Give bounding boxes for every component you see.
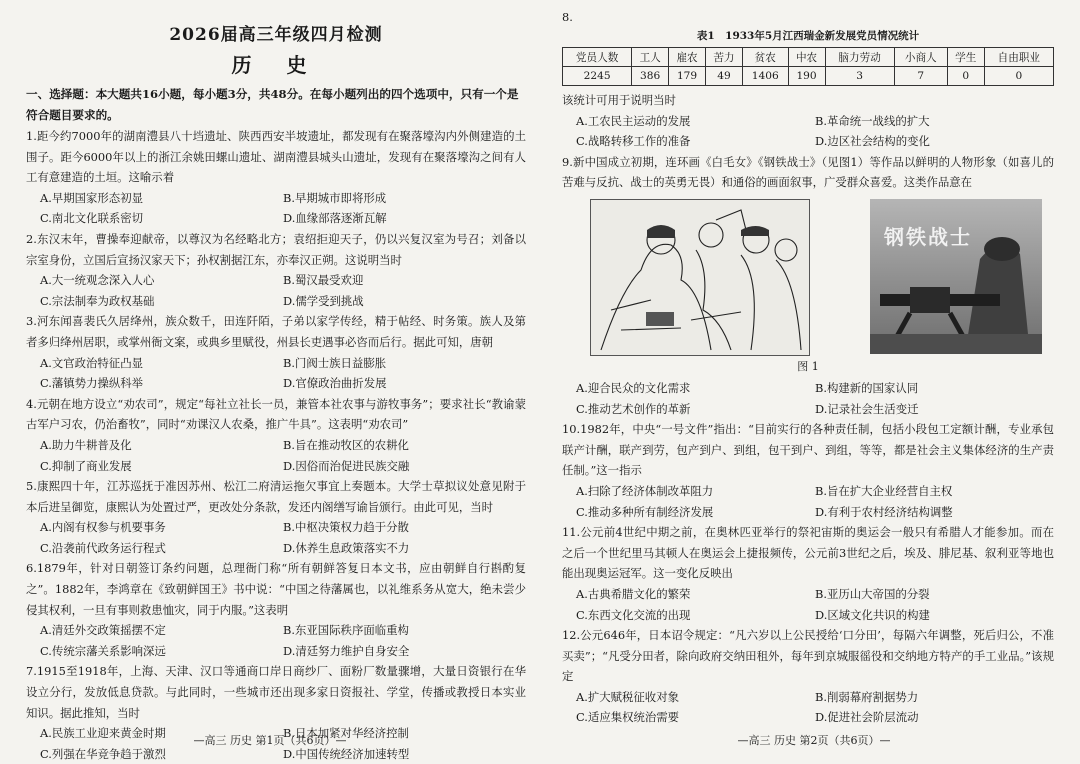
option: C.抑制了商业发展 [40,458,132,473]
table-cell: 1406 [742,67,788,86]
table-cell: 学生 [947,48,984,67]
option: A.扩大赋税征收对象 [576,689,679,704]
page-2 [548,0,1080,752]
option: A.早期国家形态初显 [40,190,143,205]
table-cell: 0 [984,67,1053,86]
option: C.东西文化交流的出现 [576,607,691,622]
question-options [26,270,526,311]
table-cell: 工人 [632,48,669,67]
question-8-number: 8. [562,10,573,24]
option: C.沿袭前代政务运行程式 [40,540,166,555]
option: B.旨在扩大企业经营自主权 [815,483,953,498]
table-cell: 小商人 [894,48,947,67]
option: D.边区社会结构的变化 [815,134,930,149]
table-cell: 贫农 [742,48,788,67]
option: C.传统宗藩关系影响深远 [40,643,166,658]
question-list-left [26,126,526,764]
option: B.中枢决策权力趋于分散 [283,520,409,535]
question-list-right [562,419,1054,728]
option: B.门阀士族日益膨胀 [283,355,387,370]
option: D.血缘部落逐渐瓦解 [283,211,387,226]
option: B.革命统一战线的扩大 [815,113,930,128]
option: B.东亚国际秩序面临重构 [283,623,409,638]
table-cell: 49 [706,67,743,86]
option: D.休养生息政策落实不力 [283,540,410,555]
comic-bai-mao-nu-image [590,199,810,356]
comic-gang-tie-zhan-shi-image [870,199,1042,354]
option: A.工农民主运动的发展 [576,113,691,128]
option: C.南北文化联系密切 [40,211,144,226]
page-footer: —高三 历史 第2页（共6页）— [737,734,891,747]
option: C.推动多种所有制经济发展 [576,504,714,519]
party-member-table [562,47,1054,86]
option: A.助力牛耕普及化 [40,437,132,452]
option: C.战略转移工作的准备 [576,134,691,149]
option: B.旨在推动牧区的农耕化 [283,437,409,452]
option: B.日本加紧对华经济控制 [283,726,409,741]
table-cell: 386 [632,67,669,86]
table-cell: 0 [947,67,984,86]
table-header-row [563,48,1054,67]
option: B.亚历山大帝国的分裂 [815,586,930,601]
option: C.适应集权统治需要 [576,710,680,725]
option: A.迎合民众的文化需求 [576,380,691,395]
option: D.官僚政治曲折发展 [283,376,387,391]
option: C.藩镇势力操纵科举 [40,376,144,391]
option: A.清廷外交政策摇摆不定 [40,623,166,638]
question-9-stem: 9.新中国成立初期，连环画《白毛女》《钢铁战士》（见图1）等作品以鲜明的人物形象（如喜儿的苦难与反抗、战士的英勇无畏）和通俗的画面叙事，广受群众喜爱。这类作品意在 [562,154,1054,190]
question-8-options [562,111,1054,152]
option: A.大一统观念深入人心 [40,273,155,288]
question-stem: 11.公元前4世纪中期之前，在奥林匹亚举行的祭祀宙斯的奥运会一般只有希腊人才能参加。而在之后一个世纪里马其顿人在奥运会上捷报频传，公元前3世纪之后，埃及、腓尼基、叙利亚等地也能出现奥运冠军。这一变化反映出 [562,525,1054,581]
table-cell: 自由职业 [984,48,1053,67]
question-stem: 12.公元646年，日本诏令规定：“凡六岁以上公民授给‘口分田’，每隔六年调整，死后归公，不准买卖”；“凡受分田者，除向政府交纳田租外，每年到京城服徭役和交纳地方特产的手工业品。”该规定 [562,628,1054,684]
exam-title: 2026届高三年级四月检测 [169,25,383,45]
table-cell: 3 [825,67,894,86]
question-options [26,435,526,476]
table-caption: 表1 1933年5月江西瑞金新发展党员情况统计 [696,30,920,42]
question-options [26,517,526,558]
table-value-row [563,67,1054,86]
subject-title: 历 史 [231,53,321,77]
page-footer: —高三 历史 第1页（共6页）— [193,734,347,747]
table-cell: 党员人数 [563,48,632,67]
question-options [26,620,526,661]
option: D.清廷努力维护自身安全 [283,643,410,658]
option: A.民族工业迎来黄金时期 [40,726,166,741]
page-1 [0,0,540,761]
option: D.记录社会生活变迁 [815,401,919,416]
option: B.构建新的国家认同 [815,380,919,395]
section-instructions: 一、选择题：本大题共16小题，每小题3分，共48分。在每小题列出的四个选项中，只有一个是符合题目要求的。 [26,87,519,122]
figure-caption: 图 1 [797,359,819,373]
question-stem: 2.东汉末年，曹操奉迎献帝，以尊汉为名经略北方；袁绍拒迎天子，仍以兴复汉室为号召；刘备以宗室身份，立国后宣扬汉家天下；孙权割据江东，亦奉汉正朔。这说明当时 [26,231,526,267]
option: B.削弱幕府割据势力 [815,689,919,704]
question-options [562,584,1054,625]
option: C.宗法制奉为政权基础 [40,293,155,308]
option: C.列强在华竞争趋于激烈 [40,746,166,761]
table-cell: 中农 [788,48,825,67]
table-cell: 苦力 [706,48,743,67]
question-9-options [562,378,1054,419]
option: A.文官政治特征凸显 [40,355,143,370]
question-options [26,353,526,394]
question-stem: 4.元朝在地方设立“劝农司”，规定“每社立社长一员，兼管本社农事与游牧事务”；要求社长“教谕蒙古军户习农，仍治畜牧”，同时“劝课汉人农桑，推广牛具”。这表明“劝农司” [26,396,526,432]
table-cell: 2245 [563,67,632,86]
figure-1 [590,199,1042,356]
question-stem: 7.1915至1918年，上海、天津、汉口等通商口岸日商纱厂、面粉厂数量骤增，大量日资银行在华设立分行，发放低息贷款。与此同时，一些城市还出现多家日资报社、学堂，传播或教授日本实业知识。据此推知，当时 [26,664,526,720]
option: D.儒学受到挑战 [283,293,364,308]
question-options [26,188,526,229]
comic-title: 钢铁战士 [884,224,972,249]
question-stem: 3.河东闻喜裴氏久居绛州，族众数千，田连阡陌，子弟以家学传经，精于帖经、时务策。族人及第者多归绛州居职，或掌州衙文案，或典乡里赋役，州县长吏遇事必咨而后行。据此可知，唐朝 [26,314,526,349]
table-cell: 190 [788,67,825,86]
option: C.推动艺术创作的革新 [576,401,691,416]
table-cell: 179 [669,67,706,86]
question-stem: 6.1879年，针对日朝签订条约问题，总理衙门称“所有朝鲜答复日本文书，应由朝鲜自行斟酌复之”。1882年，李鸿章在《致朝鲜国王》书中说：“中国之待藩属也，以礼维系务从宽大，绝未尝少侵其权利，一旦有事则救患恤灾，同于内服。”这表明 [26,561,526,617]
table-cell: 7 [894,67,947,86]
option: B.早期城市即将形成 [283,190,387,205]
option: A.古典希腊文化的繁荣 [576,586,691,601]
table-cell: 脑力劳动 [825,48,894,67]
question-options [562,687,1054,728]
question-stem: 10.1982年，中央“一号文件”指出：“目前实行的各种责任制，包括小段包工定额计酬，专业承包联产计酬，联产到劳，包产到户、到组，包干到户、到组，等等，都是社会主义集体经济的生产责任制。”这一指示 [562,422,1054,478]
question-8-stem: 该统计可用于说明当时 [562,93,676,107]
question-stem: 5.康熙四十年，江苏巡抚于准因苏州、松江二府清运拖欠事宜上奏题本。大学士草拟议处意见附于本后进呈御览，康熙认为处置过严，更改处分条款，发还内阁缮写谕旨颁行。由此可见，当时 [26,479,526,514]
option: D.中国传统经济加速转型 [283,746,410,761]
option: D.促进社会阶层流动 [815,710,919,725]
question-options [562,481,1054,522]
option: D.区域文化共识的构建 [815,607,930,622]
option: D.有利于农村经济结构调整 [815,504,953,519]
option: B.蜀汉最受欢迎 [283,273,364,288]
option: A.内阁有权参与机要事务 [40,520,166,535]
option: D.因俗而治促进民族交融 [283,458,410,473]
option: A.扫除了经济体制改革阻力 [576,483,714,498]
question-stem: 1.距今约7000年的湖南澧县八十垱遗址、陕西西安半坡遗址，都发现有在聚落壕沟内外侧建造的土围子。距今6000年以上的浙江余姚田螺山遗址、湖南澧县城头山遗址，发现有在聚落壕沟之间有人工有意建造的土垣。这喻示着 [26,129,526,185]
table-cell: 雇农 [669,48,706,67]
